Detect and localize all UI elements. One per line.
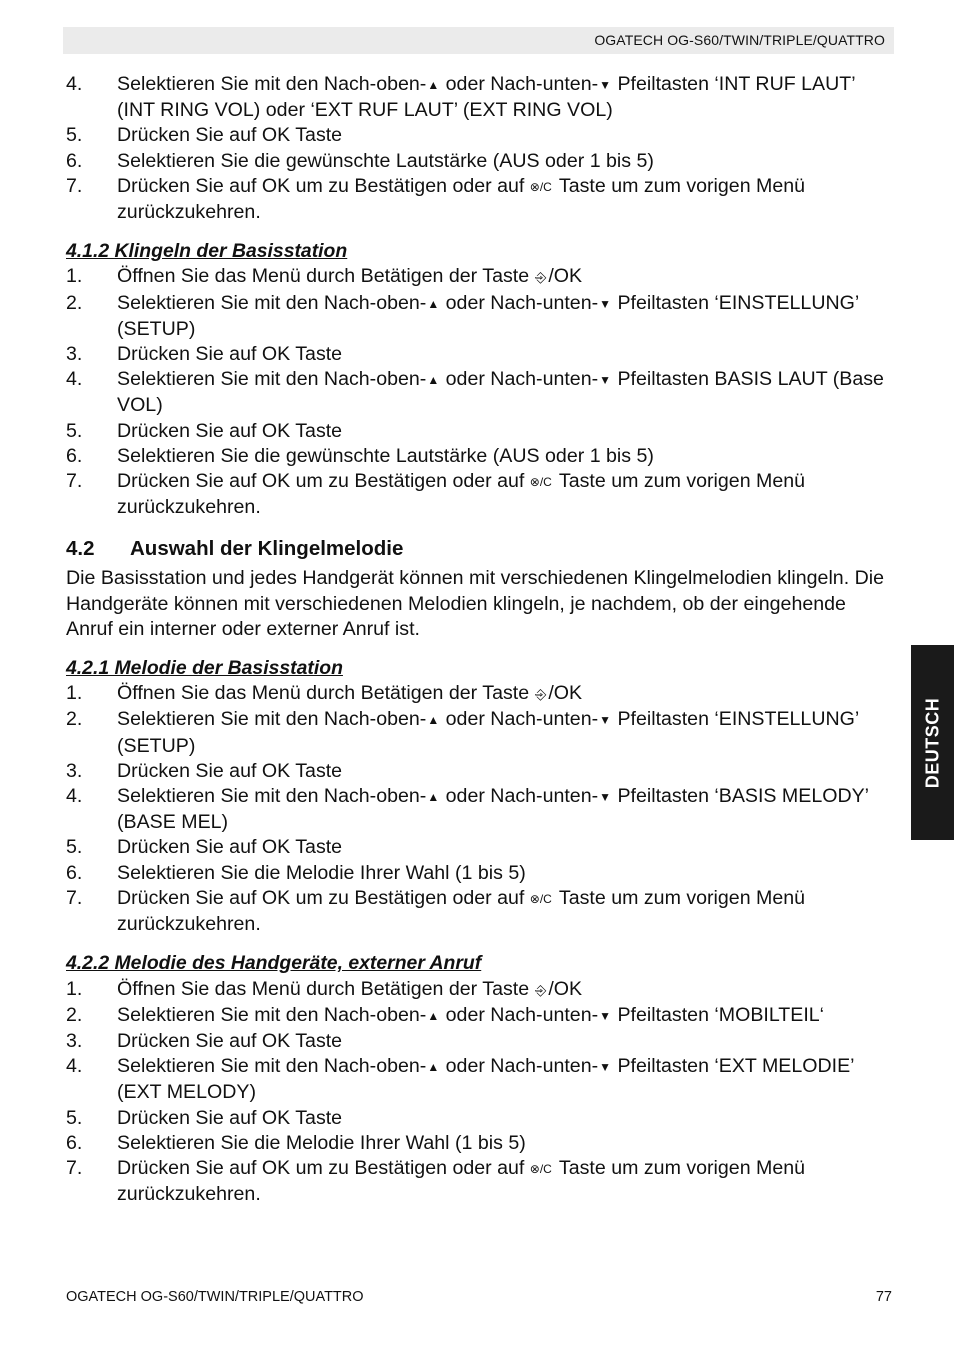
subsection-heading-4-1-2: 4.1.2 Klingeln der Basisstation xyxy=(66,240,348,263)
list-item: 2. Selektieren Sie mit den Nach-oben-▲ oder Nach-unten-▼ Pfeiltasten ‘MOBILTEIL‘ xyxy=(66,1003,892,1029)
list-item: 6. Selektieren Sie die gewünschte Lautstärke (AUS oder 1 bis 5) xyxy=(66,149,892,174)
side-tab-label: DEUTSCH xyxy=(922,697,942,788)
page-number: 77 xyxy=(875,1289,892,1305)
up-arrow-icon: ▲ xyxy=(427,296,440,311)
up-arrow-icon: ▲ xyxy=(427,713,440,728)
down-arrow-icon: ▼ xyxy=(599,78,612,92)
up-arrow-icon: ▲ xyxy=(427,78,440,92)
menu-key-icon: ⎆ xyxy=(535,686,547,703)
list-item: 1. Öffnen Sie das Menü durch Betätigen der Taste ⎆ /OK xyxy=(66,681,892,707)
list-item: 5. Drücken Sie auf OK Taste xyxy=(66,1106,343,1129)
header-title: OGATECH OG-S60/TWIN/TRIPLE/QUATTRO xyxy=(594,32,885,48)
down-arrow-icon: ▼ xyxy=(599,713,612,728)
list-item: 7. Drücken Sie auf OK um zu Bestätigen oder auf ⊗/C Taste um zum vorigen Menü zurückzukehren. xyxy=(66,174,806,224)
steps-list-continued xyxy=(66,72,892,225)
subsection-heading-4-2-1: 4.2.1 Melodie der Basisstation xyxy=(66,657,343,680)
page-header xyxy=(63,27,894,54)
list-item: 3. Drücken Sie auf OK Taste xyxy=(66,1029,343,1052)
step-number: 7. xyxy=(66,174,83,197)
list-item: 4. Selektieren Sie mit den Nach-oben-▲ oder Nach-unten-▼ Pfeiltasten BASIS LAUT (Base VOL) xyxy=(66,368,884,417)
back-key-icon: ⊗/C xyxy=(529,475,552,490)
up-arrow-icon: ▲ xyxy=(427,790,440,805)
step-number: 6. xyxy=(66,149,83,172)
back-key-icon: ⊗/C xyxy=(529,1161,552,1176)
page-content xyxy=(66,72,892,1207)
down-arrow-icon: ▼ xyxy=(599,373,612,388)
list-item: 2. Selektieren Sie mit den Nach-oben-▲ oder Nach-unten-▼ Pfeiltasten ‘EINSTELLUNG’ (SETUP) xyxy=(66,708,859,757)
list-item: 4. Selektieren Sie mit den Nach-oben-▲ oder Nach-unten-▼ Pfeiltasten ‘EXT MELODIE’ (EXT MELODY) xyxy=(66,1055,854,1104)
list-item: 5. Drücken Sie auf OK Taste xyxy=(66,836,343,859)
subsection-heading-4-2-2: 4.2.2 Melodie des Handgeräte, externer Anruf xyxy=(66,952,482,975)
list-item: 6. Selektieren Sie die gewünschte Lautstärke (AUS oder 1 bis 5) xyxy=(66,444,654,467)
list-item: 6. Selektieren Sie die Melodie Ihrer Wahl (1 bis 5) xyxy=(66,1131,526,1154)
list-item: 6. Selektieren Sie die Melodie Ihrer Wahl (1 bis 5) xyxy=(66,861,526,884)
down-arrow-icon: ▼ xyxy=(599,1008,612,1023)
back-key-icon: ⊗/C xyxy=(529,179,552,194)
list-item: 1. Öffnen Sie das Menü durch Betätigen der Taste ⎆ /OK xyxy=(66,264,892,290)
list-item: 4. Selektieren Sie mit den Nach-oben-▲ oder Nach-unten-▼ Pfeiltasten ‘BASIS MELODY’ (BASE MEL) xyxy=(66,785,869,834)
step-number: 5. xyxy=(66,124,83,147)
section-title: Auswahl der Klingelmelodie xyxy=(130,537,404,561)
back-key-icon: ⊗/C xyxy=(529,891,552,906)
section-heading-4-2 xyxy=(66,536,892,562)
list-item: 5. Drücken Sie auf OK Taste xyxy=(66,123,892,148)
down-arrow-icon: ▼ xyxy=(599,790,612,805)
list-item: 4. Selektieren Sie mit den Nach-oben-▲ oder Nach-unten-▼ Pfeiltasten ‘INT RUF LAUT’ (INT RING VOL) oder ‘EXT RUF LAUT’ (EXT RING VOL) xyxy=(66,73,855,122)
steps-list-4-2-1 xyxy=(66,681,892,937)
list-item: 1. Öffnen Sie das Menü durch Betätigen der Taste ⎆ /OK xyxy=(66,977,892,1003)
up-arrow-icon: ▲ xyxy=(427,1060,440,1075)
list-item: 7. Drücken Sie auf OK um zu Bestätigen oder auf ⊗/C Taste um zum vorigen Menü zurückzukehren. xyxy=(66,886,806,936)
list-item: 3. Drücken Sie auf OK Taste xyxy=(66,759,343,782)
down-arrow-icon: ▼ xyxy=(599,296,612,311)
up-arrow-icon: ▲ xyxy=(427,373,440,388)
steps-list-4-1-2 xyxy=(66,264,892,520)
down-arrow-icon: ▼ xyxy=(599,1060,612,1075)
list-item: 7. Drücken Sie auf OK um zu Bestätigen oder auf ⊗/C Taste um zum vorigen Menü zurückzukehren. xyxy=(66,470,806,519)
footer-title: OGATECH OG-S60/TWIN/TRIPLE/QUATTRO xyxy=(66,1289,364,1305)
list-item: 7. Drücken Sie auf OK um zu Bestätigen oder auf ⊗/C Taste um zum vorigen Menü zurückzukehren. xyxy=(66,1156,806,1206)
section-number: 4.2 xyxy=(66,537,95,561)
list-item: 2. Selektieren Sie mit den Nach-oben-▲ oder Nach-unten-▼ Pfeiltasten ‘EINSTELLUNG’ (SETUP) xyxy=(66,291,859,340)
list-item: 5. Drücken Sie auf OK Taste xyxy=(66,419,343,442)
up-arrow-icon: ▲ xyxy=(427,1008,440,1023)
section-body: Die Basisstation und jedes Handgerät können mit verschiedenen Klingelmelodien klingeln. Die Handgeräte können mit verschiedenen Melodien klingeln, je nachdem, ob der eingehende Anruf ein interner oder externer Anruf ist. xyxy=(66,567,884,640)
step-number: 4. xyxy=(66,73,83,95)
language-side-tab xyxy=(911,645,954,840)
menu-key-icon: ⎆ xyxy=(535,981,547,998)
menu-key-icon: ⎆ xyxy=(535,269,547,286)
list-item: 3. Drücken Sie auf OK Taste xyxy=(66,343,343,366)
steps-list-4-2-2 xyxy=(66,977,892,1208)
